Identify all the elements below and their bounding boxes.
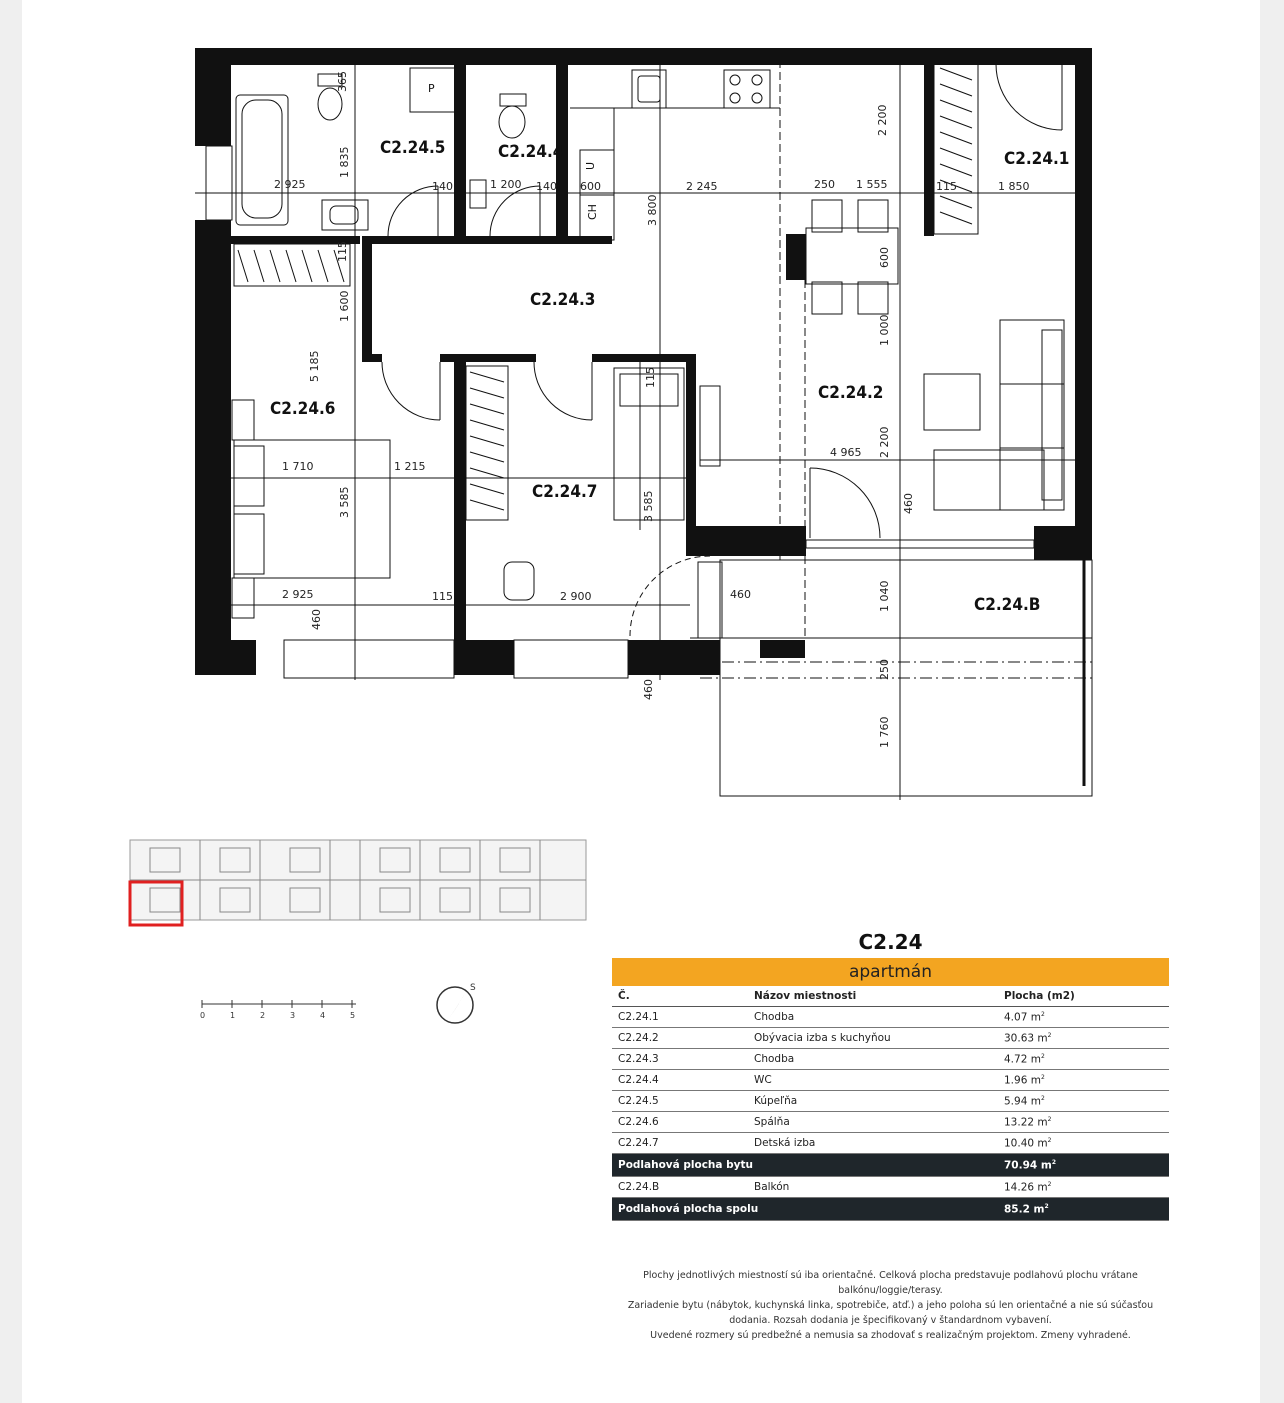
grand-total-area: 85.2 $m^2$ xyxy=(998,1198,1169,1221)
column-header-name: Názov miestnosti xyxy=(748,986,998,1007)
dimension-label: 2 900 xyxy=(560,590,592,603)
dimension-label: 3 585 xyxy=(642,490,655,522)
dimension-label: 2 200 xyxy=(878,426,891,458)
floor-plan-walls xyxy=(195,48,1092,675)
room-name: Balkón xyxy=(748,1177,998,1198)
room-label-c2-24-6: C2.24.6 xyxy=(270,399,336,419)
note-line: Zariadenie bytu (nábytok, kuchynská linka, spotrebiče, atď.) a jeho poloha sú len orientačné a nie sú súčasťou xyxy=(627,1300,1154,1311)
dimension-label: 2 925 xyxy=(274,178,306,191)
dimension-label: 250 xyxy=(814,178,835,191)
fixture-label-p: P xyxy=(428,82,435,95)
dimension-label: 2 200 xyxy=(876,104,889,136)
disclaimer-notes xyxy=(612,1268,1169,1343)
dimension-label: 1 760 xyxy=(878,716,891,748)
dimension-label: 2 925 xyxy=(282,588,314,601)
dimension-label: 5 185 xyxy=(308,350,321,382)
floor-total-label: Podlahová plocha bytu xyxy=(612,1154,998,1177)
room-name: WC xyxy=(748,1070,998,1091)
room-area: 14.26 $m^2$ xyxy=(998,1177,1169,1198)
dimension-label: 460 xyxy=(642,679,655,700)
room-name: Chodba xyxy=(748,1007,998,1028)
dimension-label: 600 xyxy=(878,247,891,268)
dimension-label: 1 040 xyxy=(878,580,891,612)
apartment-title: C2.24 xyxy=(858,930,923,954)
dimension-label: 365 xyxy=(336,71,349,92)
dimension-label: 115 xyxy=(644,367,657,388)
column-header-number: Č. xyxy=(612,986,748,1007)
dimension-label: 115 xyxy=(936,180,957,193)
dimension-label: 115 xyxy=(432,590,453,603)
dimension-label: 1 710 xyxy=(282,460,314,473)
table-row xyxy=(612,1091,1169,1112)
fixture-label-ch: CH xyxy=(586,204,599,220)
room-area: 30.63 $m^2$ xyxy=(998,1028,1169,1049)
note-line: dodania. Rozsah dodania je špecifikovaný v štandardnom vybavení. xyxy=(729,1315,1052,1326)
room-name: Kúpeľňa xyxy=(748,1091,998,1112)
scale-tick-label: 2 xyxy=(260,1011,266,1020)
room-label-c2-24-5: C2.24.5 xyxy=(380,138,446,158)
room-number: C2.24.B xyxy=(612,1177,748,1198)
floor-total-row xyxy=(612,1154,1169,1177)
room-name: Obývacia izba s kuchyňou xyxy=(748,1028,998,1049)
room-area: 13.22 $m^2$ xyxy=(998,1112,1169,1133)
column-header-area: Plocha (m2) xyxy=(998,986,1169,1007)
dimension-label: 1 200 xyxy=(490,178,522,191)
room-name: Chodba xyxy=(748,1049,998,1070)
dimension-label: 600 xyxy=(580,180,601,193)
scale-tick-label: 5 xyxy=(350,1011,356,1020)
dimension-label: 1 000 xyxy=(878,314,891,346)
room-area: 10.40 $m^2$ xyxy=(998,1133,1169,1154)
note-line: Uvedené rozmery sú predbežné a nemusia sa zhodovať s realizačným projektom. Zmeny vyhradené. xyxy=(650,1330,1131,1341)
room-number: C2.24.4 xyxy=(612,1070,748,1091)
note-line: Plochy jednotlivých miestností sú iba orientačné. Celková plocha predstavuje podlahovú plochu vrátane xyxy=(643,1270,1138,1281)
table-row xyxy=(612,1133,1169,1154)
key-plan xyxy=(130,840,586,925)
dimension-label: 140 xyxy=(432,180,453,193)
grand-total-row xyxy=(612,1198,1169,1221)
room-area: 4.07 $m^2$ xyxy=(998,1007,1169,1028)
dimension-label: 4 965 xyxy=(830,446,862,459)
room-name: Spálňa xyxy=(748,1112,998,1133)
scale-tick-label: 4 xyxy=(320,1011,326,1020)
dimension-label: 2 245 xyxy=(686,180,718,193)
table-row xyxy=(612,1028,1169,1049)
room-label-c2-24-b: C2.24.B xyxy=(974,595,1041,615)
apartment-summary xyxy=(612,926,1169,1221)
table-row xyxy=(612,1177,1169,1198)
room-label-c2-24-4: C2.24.4 xyxy=(498,142,564,162)
dimension-label: 1 600 xyxy=(338,290,351,322)
dimension-label: 460 xyxy=(730,588,751,601)
dimension-label: 3 800 xyxy=(646,194,659,226)
room-label-c2-24-7: C2.24.7 xyxy=(532,482,598,502)
room-number: C2.24.3 xyxy=(612,1049,748,1070)
note-line: balkónu/loggie/terasy. xyxy=(838,1285,943,1296)
room-number: C2.24.6 xyxy=(612,1112,748,1133)
room-number: C2.24.2 xyxy=(612,1028,748,1049)
table-row xyxy=(612,1049,1169,1070)
table-row xyxy=(612,1007,1169,1028)
room-number: C2.24.5 xyxy=(612,1091,748,1112)
table-row xyxy=(612,1112,1169,1133)
dimension-label: 1 555 xyxy=(856,178,888,191)
table-header-row xyxy=(612,986,1169,1007)
dimension-label: 460 xyxy=(902,493,915,514)
room-number: C2.24.7 xyxy=(612,1133,748,1154)
scale-tick-label: 1 xyxy=(230,1011,236,1020)
compass-letter: S xyxy=(470,983,476,993)
room-area-table xyxy=(612,986,1169,1221)
room-label-c2-24-2: C2.24.2 xyxy=(818,383,884,403)
room-label-c2-24-1: C2.24.1 xyxy=(1004,149,1070,169)
fixture-label-u: U xyxy=(584,161,597,170)
room-area: 1.96 $m^2$ xyxy=(998,1070,1169,1091)
dimension-label: 140 xyxy=(536,180,557,193)
room-area: 4.72 $m^2$ xyxy=(998,1049,1169,1070)
scale-tick-label: 3 xyxy=(290,1011,296,1020)
room-area: 5.94 $m^2$ xyxy=(998,1091,1169,1112)
apartment-type-banner: apartmán xyxy=(612,958,1169,986)
table-row xyxy=(612,1070,1169,1091)
grand-total-label: Podlahová plocha spolu xyxy=(612,1198,998,1221)
dimension-label: 115 xyxy=(336,241,349,262)
scale-tick-label: 0 xyxy=(200,1011,206,1020)
dimension-label: 1 850 xyxy=(998,180,1030,193)
floor-total-area: 70.94 $m^2$ xyxy=(998,1154,1169,1177)
room-name: Detská izba xyxy=(748,1133,998,1154)
dimension-label: 1 835 xyxy=(338,146,351,178)
room-number: C2.24.1 xyxy=(612,1007,748,1028)
dimension-label: 1 215 xyxy=(394,460,426,473)
room-label-c2-24-3: C2.24.3 xyxy=(530,290,596,310)
dimension-label: 460 xyxy=(310,609,323,630)
dimension-label: 250 xyxy=(878,659,891,680)
closet-hatching xyxy=(238,68,972,510)
dimension-label: 3 585 xyxy=(338,486,351,518)
